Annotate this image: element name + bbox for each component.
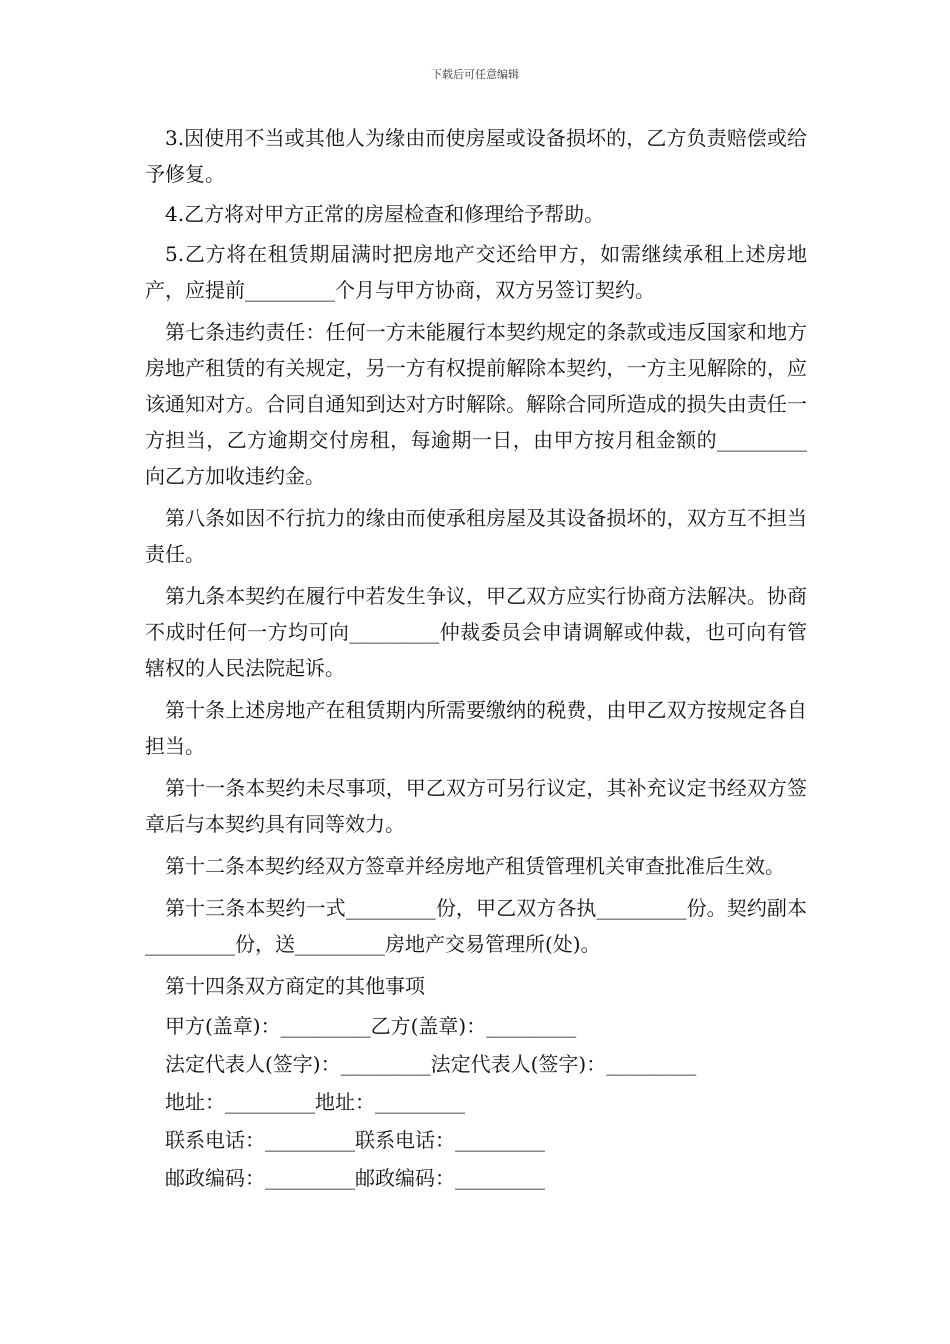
signature-phone: 联系电话：_________联系电话：_________ xyxy=(165,1128,545,1152)
contract-body xyxy=(145,120,807,1198)
clause-item-4: 4.乙方将对甲方正常的房屋检查和修理给予帮助。 xyxy=(165,202,605,226)
article-12: 第十二条本契约经双方签章并经房地产租赁管理机关审查批准后生效。 xyxy=(165,854,785,878)
article-10: 第十条上述房地产在租赁期内所需要缴纳的税费，由甲乙双方按规定各自担当。 xyxy=(145,698,807,758)
article-7: 第七条违约责任：任何一方未能履行本契约规定的条款或违反国家和地方房地产租赁的有关规定，另一方有权提前解除本契约，一方主见解除的，应该通知对方。合同自通知到达对方时解除。解除合同所造成的损失由责任一方担当，乙方逾期交付房租，每逾期一日，由甲方按月租金额的_________向乙方加收违约金。 xyxy=(145,320,807,488)
clause-item-3: 3.因使用不当或其他人为缘由而使房屋或设备损坏的，乙方负责赔偿或给予修复。 xyxy=(145,126,807,186)
article-9: 第九条本契约在履行中若发生争议，甲乙双方应实行协商方法解决。协商不成时任何一方均可向_________仲裁委员会申请调解或仲裁，也可向有管辖权的人民法院起诉。 xyxy=(145,584,807,680)
article-11: 第十一条本契约未尽事项，甲乙双方可另行议定，其补充议定书经双方签章后与本契约具有同等效力。 xyxy=(145,776,807,836)
article-14: 第十四条双方商定的其他事项 xyxy=(165,974,425,998)
article-13: 第十三条本契约一式_________份，甲乙双方各执_________份。契约副本_________份，送_________房地产交易管理所(处)。 xyxy=(145,896,807,956)
page-header-note: 下载后可任意编辑 xyxy=(431,68,519,81)
article-8: 第八条如因不行抗力的缘由而使承租房屋及其设备损坏的，双方互不担当责任。 xyxy=(145,506,807,566)
signature-party-seal: 甲方(盖章)：_________乙方(盖章)：_________ xyxy=(165,1014,577,1038)
signature-postal-code: 邮政编码：_________邮政编码：_________ xyxy=(165,1166,545,1190)
clause-item-5: 5.乙方将在租赁期届满时把房地产交还给甲方，如需继续承租上述房地产，应提前_________个月与甲方协商，双方另签订契约。 xyxy=(145,242,807,302)
signature-legal-representative: 法定代表人(签字)：_________法定代表人(签字)：_________ xyxy=(165,1052,697,1076)
signature-address: 地址：_________地址：_________ xyxy=(165,1090,465,1114)
